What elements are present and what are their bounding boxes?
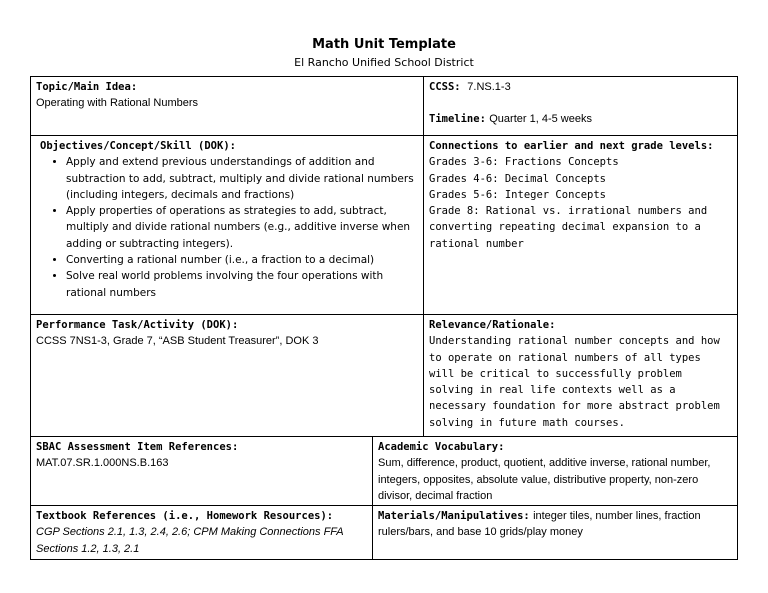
objective-item: • Solve real world problems involving the four operations with rational numbers	[66, 268, 418, 301]
relevance-cell	[423, 314, 738, 437]
vocabulary-value: Sum, difference, product, quotient, additive inverse, rational number, integers, opposites, absolute value, distributive property, non-zero divisor, decimal fraction	[378, 457, 711, 502]
objectives-list	[36, 154, 418, 301]
textbook-value: CGP Sections 2.1, 1.3, 2.4, 2.6; CPM Making Connections FFA Sections 1.2, 1.3, 2.1	[36, 526, 344, 555]
performance-cell	[30, 314, 424, 437]
vocabulary-label: Academic Vocabulary:	[378, 441, 505, 453]
performance-label: Performance Task/Activity (DOK):	[36, 319, 239, 331]
ccss-label: CCSS:	[429, 81, 461, 93]
relevance-label: Relevance/Rationale:	[429, 319, 556, 331]
timeline-label: Timeline:	[429, 113, 486, 126]
materials-value: integer tiles, number lines, fraction rulers/bars, and base 10 grids/play money	[378, 510, 701, 539]
connections-line: Grade 8: Rational vs. irrational numbers and converting repeating decimal expansion to a rational number	[429, 205, 708, 250]
textbook-cell	[30, 505, 373, 560]
sbac-cell	[30, 436, 373, 506]
topic-label: Topic/Main Idea:	[36, 81, 138, 93]
district-name: El Rancho Unified School District	[294, 56, 474, 69]
page-title: Math Unit Template	[312, 37, 456, 52]
topic-cell	[30, 76, 424, 136]
connections-cell	[423, 135, 738, 315]
objectives-cell	[30, 135, 424, 315]
connections-line: Grades 4-6: Decimal Concepts	[429, 172, 607, 185]
ccss-value: 7.NS.1-3	[467, 81, 511, 93]
objective-item: • Converting a rational number (i.e., a fraction to a decimal)	[66, 252, 418, 268]
timeline-value: Quarter 1, 4-5 weeks	[489, 113, 592, 126]
vocabulary-cell	[372, 436, 738, 506]
connections-line: Grades 5-6: Integer Concepts	[429, 188, 607, 201]
objectives-label: Objectives/Concept/Skill (DOK):	[40, 140, 236, 152]
sbac-label: SBAC Assessment Item References:	[36, 441, 239, 453]
sbac-value: MAT.07.SR.1.000NS.B.163	[36, 457, 169, 470]
textbook-label: Textbook References (i.e., Homework Resources):	[36, 510, 334, 522]
materials-cell	[372, 505, 738, 560]
materials-label: Materials/Manipulatives:	[378, 510, 530, 522]
relevance-value: Understanding rational number concepts and how to operate on rational numbers of all types will be critical to successfully problem solving in real life contexts well as a necessary foundation for more abstract problem solving in future math courses.	[429, 335, 720, 429]
objective-item: • Apply properties of operations as strategies to add, subtract, multiply and divide rational numbers (e.g., additive inverse when adding or subtracting integers).	[66, 203, 418, 252]
performance-value: CCSS 7NS1-3, Grade 7, “ASB Student Treasurer”, DOK 3	[36, 335, 319, 348]
objective-item: • Apply and extend previous understandings of addition and subtraction to add, subtract, multiply and divide rational numbers (including integers, decimals and fractions)	[66, 154, 418, 203]
ccss-cell	[423, 76, 738, 136]
connections-label: Connections to earlier and next grade levels:	[429, 140, 714, 152]
topic-value: Operating with Rational Numbers	[36, 97, 199, 110]
connections-line: Grades 3-6: Fractions Concepts	[429, 156, 619, 169]
